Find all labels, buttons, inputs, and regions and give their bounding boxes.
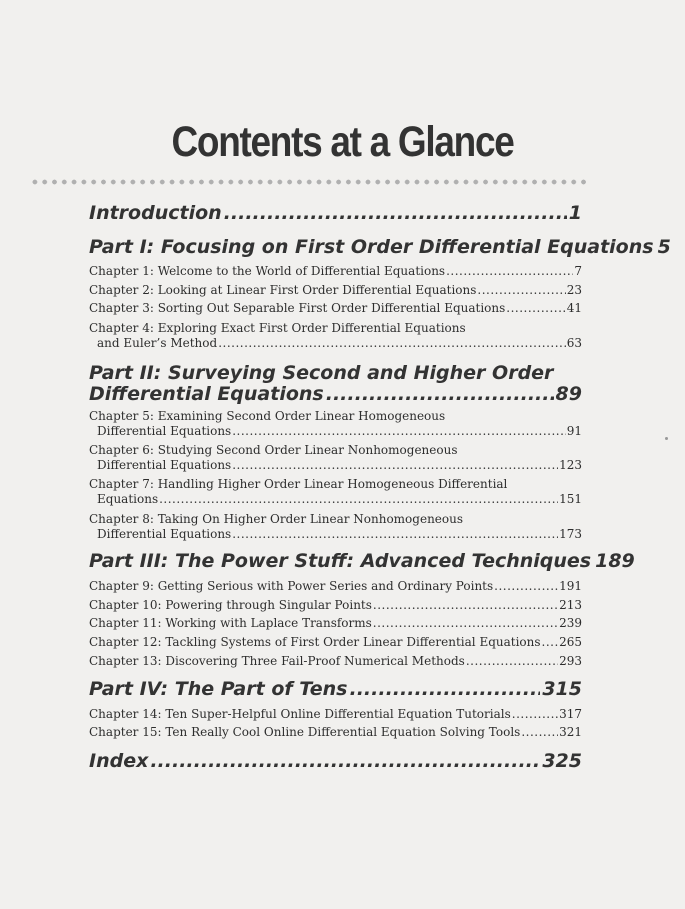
toc-chapter-8[interactable]: Differential Equations ..... 173: [89, 526, 582, 542]
toc-index[interactable]: Index ..... 325: [89, 750, 582, 772]
toc-chapter-13[interactable]: Chapter 13: Discovering Three Fail-Proof Numerical Methods ..... 293: [89, 653, 582, 669]
toc-chapter-11[interactable]: Chapter 11: Working with Laplace Transforms ..... 239: [89, 615, 582, 631]
toc-chapter-7-title[interactable]: Chapter 7: Handling Higher Order Linear Homogeneous Differential: [89, 477, 508, 491]
paper-speck: [665, 437, 668, 440]
toc-chapter-6[interactable]: Differential Equations ..... 123: [89, 457, 582, 473]
toc-chapter-14[interactable]: Chapter 14: Ten Super-Helpful Online Differential Equation Tutorials ..... 317: [89, 706, 582, 722]
dotted-divider: [30, 178, 586, 186]
toc-chapter-10[interactable]: Chapter 10: Powering through Singular Points ..... 213: [89, 597, 582, 613]
toc-chapter-6-title[interactable]: Chapter 6: Studying Second Order Linear Nonhomogeneous: [89, 443, 458, 457]
toc-chapter-2[interactable]: Chapter 2: Looking at Linear First Order Differential Equations ..... 23: [89, 282, 582, 298]
toc-chapter-12[interactable]: Chapter 12: Tackling Systems of First Order Linear Differential Equations ..... 265: [89, 634, 582, 650]
toc-chapter-4[interactable]: and Euler’s Method ..... 63: [89, 335, 582, 351]
page-title: Contents at a Glance: [171, 118, 514, 166]
toc-chapter-7[interactable]: Equations ..... 151: [89, 491, 582, 507]
toc-part-4[interactable]: Part IV: The Part of Tens ..... 315: [89, 678, 582, 700]
toc-intro[interactable]: Introduction ..... 1: [89, 202, 582, 224]
toc-chapter-3[interactable]: Chapter 3: Sorting Out Separable First Order Differential Equations ..... 41: [89, 300, 582, 316]
toc-chapter-5[interactable]: Differential Equations ..... 91: [89, 423, 582, 439]
toc-chapter-4-title[interactable]: Chapter 4: Exploring Exact First Order Differential Equations: [89, 321, 466, 335]
toc-part-2-title[interactable]: Part II: Surveying Second and Higher Order: [89, 362, 554, 384]
toc-chapter-8-title[interactable]: Chapter 8: Taking On Higher Order Linear Nonhomogeneous: [89, 512, 464, 526]
toc-part-2[interactable]: Differential Equations ..... 89: [89, 383, 582, 405]
toc-chapter-9[interactable]: Chapter 9: Getting Serious with Power Series and Ordinary Points ..... 191: [89, 578, 582, 594]
toc-part-3[interactable]: Part III: The Power Stuff: Advanced Techniques 189: [89, 550, 635, 572]
toc-part-1[interactable]: Part I: Focusing on First Order Differential Equations 5: [89, 236, 671, 258]
toc-chapter-5-title[interactable]: Chapter 5: Examining Second Order Linear Homogeneous: [89, 409, 446, 423]
toc-chapter-15[interactable]: Chapter 15: Ten Really Cool Online Differential Equation Solving Tools ..... 321: [89, 724, 582, 740]
toc-chapter-1[interactable]: Chapter 1: Welcome to the World of Differential Equations ..... 7: [89, 263, 582, 279]
